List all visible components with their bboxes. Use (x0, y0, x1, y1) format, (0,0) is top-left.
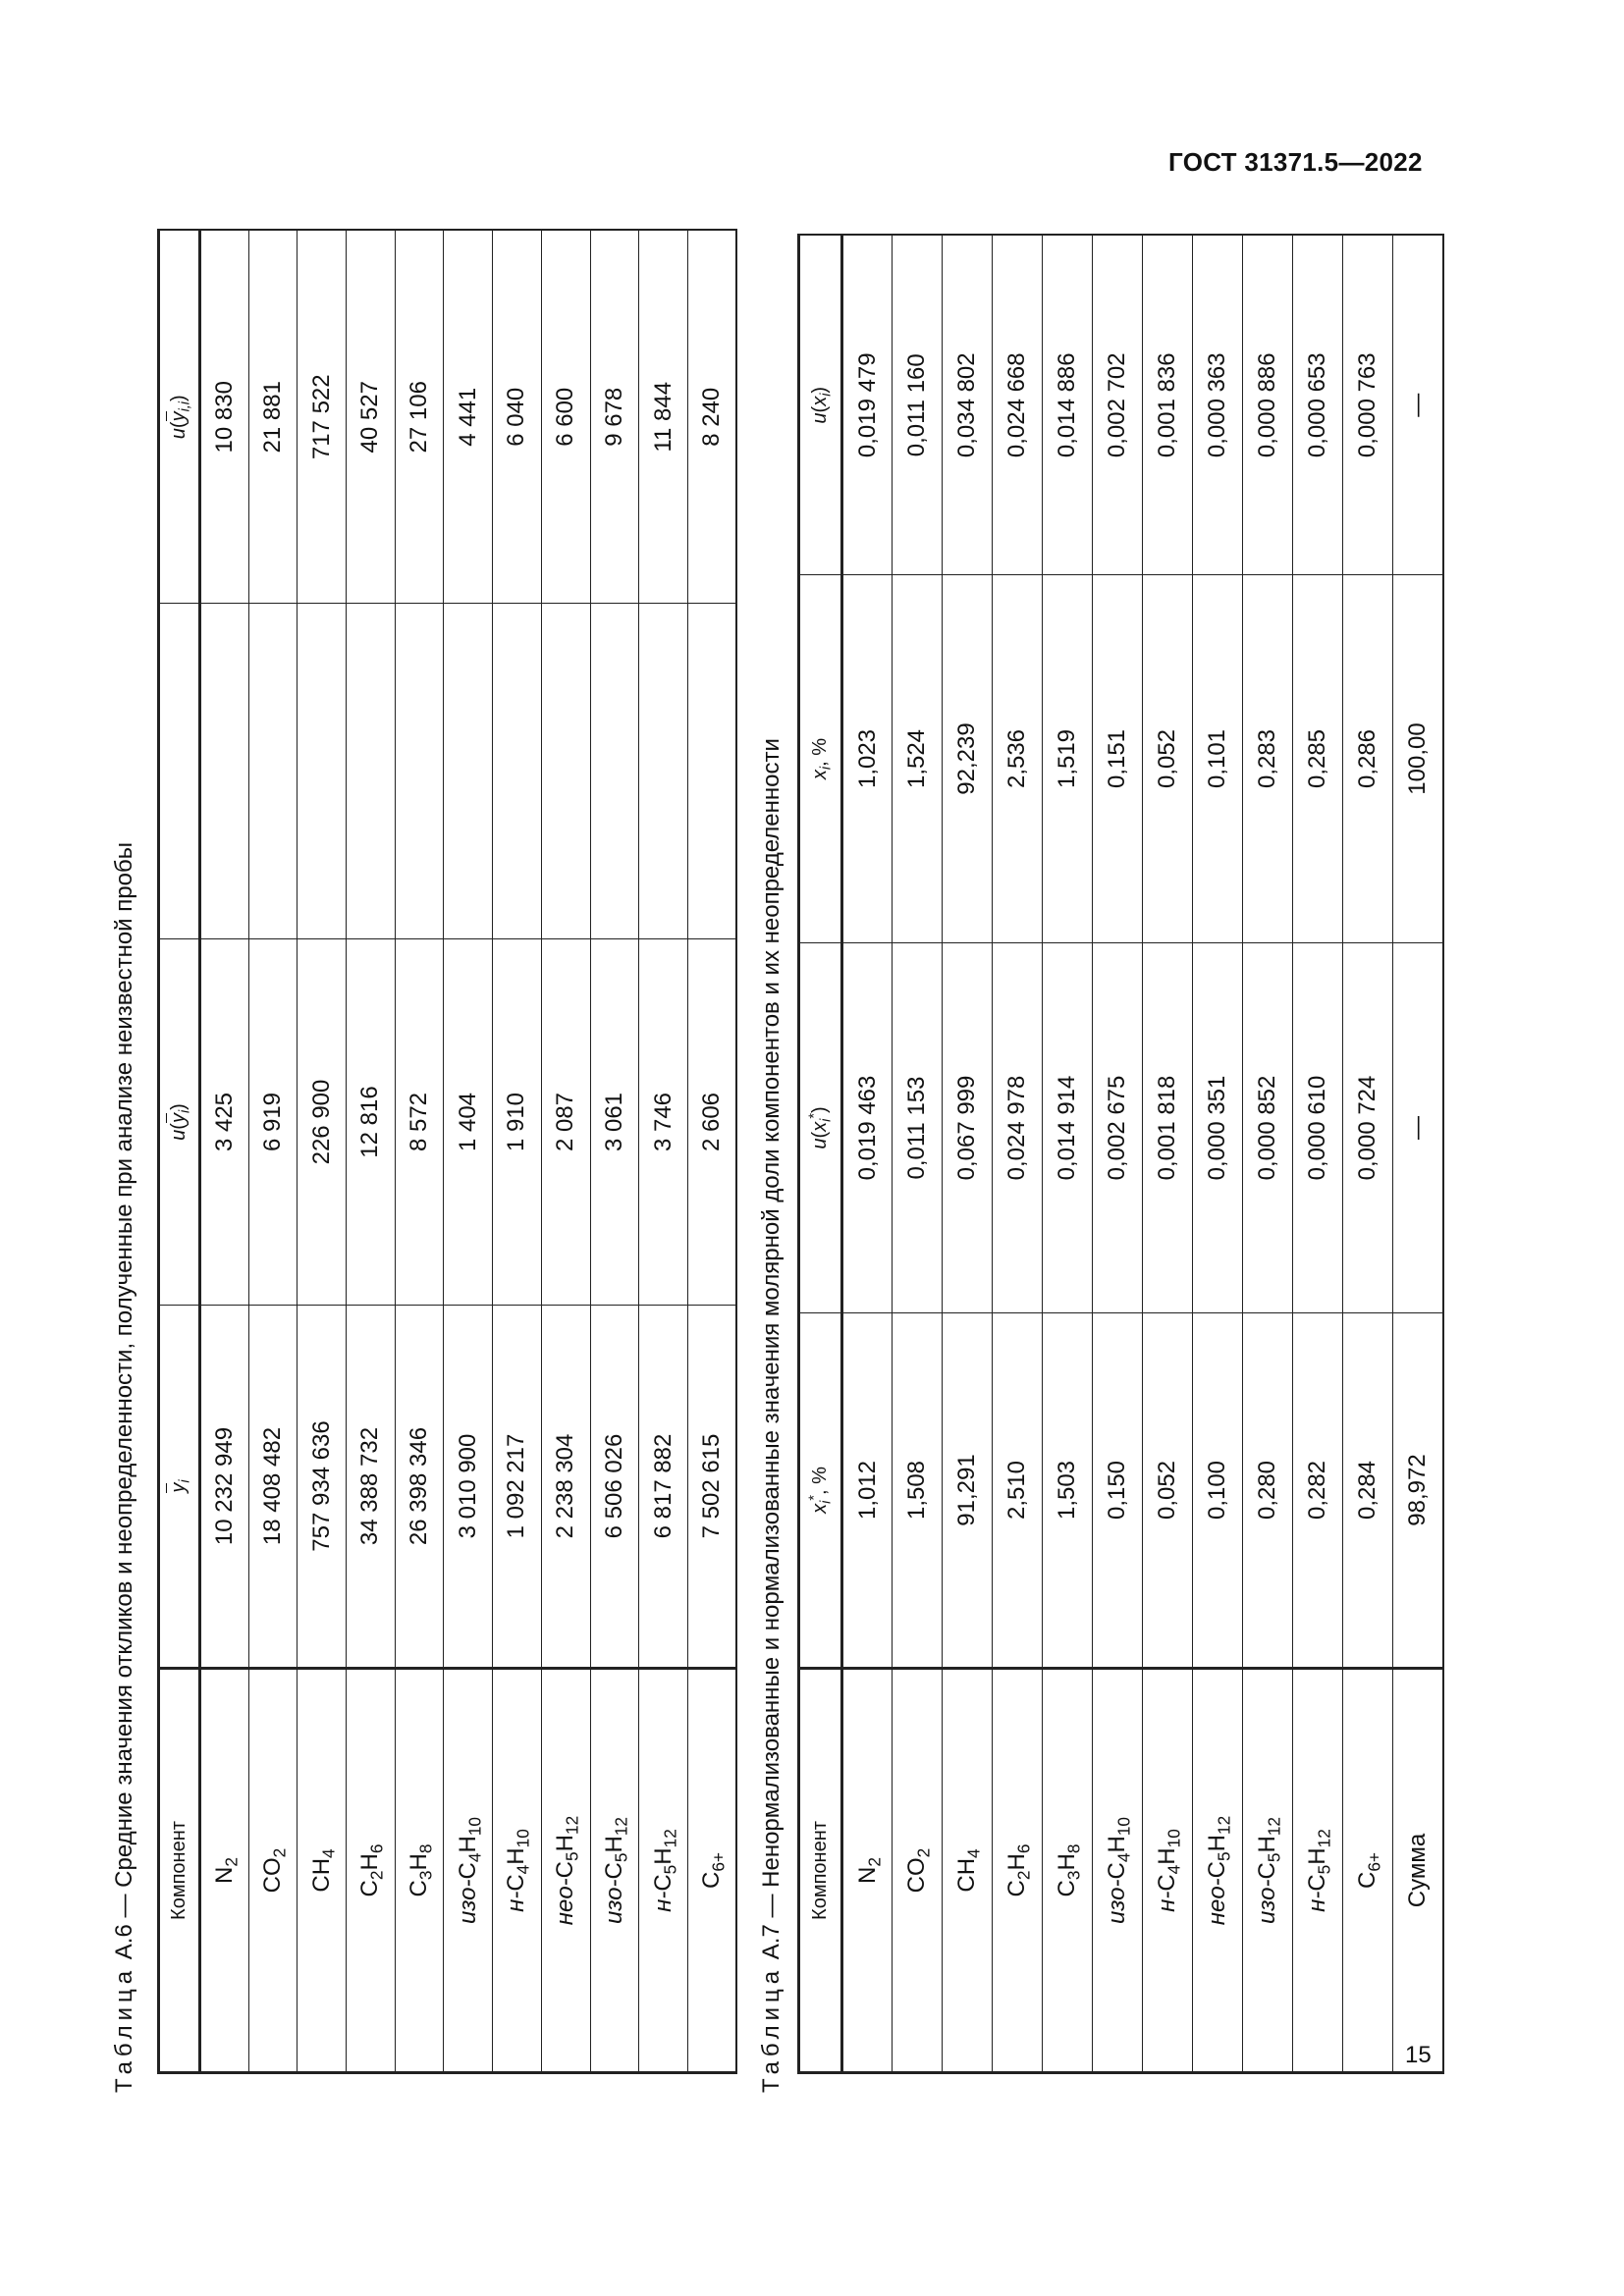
component-subscript: 12 (1264, 1816, 1284, 1837)
table-a6-row (395, 231, 444, 2073)
table-a7-cell-u-x: — (1393, 236, 1443, 575)
table-a7-cell-x-star: 1,503 (1043, 1313, 1093, 1669)
component-prefix: нео- (1204, 1878, 1230, 1926)
component-subscript: 5 (1214, 1851, 1234, 1861)
component-prefix: н- (503, 1891, 530, 1912)
component-subscript: 5 (660, 1864, 680, 1875)
component-formula: H (600, 1836, 627, 1853)
table-a7-cell-u-x: 0,024 668 (993, 236, 1043, 575)
component-formula: C (649, 1874, 677, 1892)
component-formula: C (1304, 1874, 1330, 1892)
table-a6-row (590, 231, 639, 2073)
component-subscript: 4 (1113, 1852, 1134, 1863)
component-subscript: 2 (269, 1847, 290, 1858)
component-formula: H (649, 1847, 677, 1865)
component-formula: C (697, 1871, 725, 1890)
table-a7-cell-u-x-star: 0,001 818 (1143, 943, 1193, 1313)
table-a7-row-component (1343, 1669, 1393, 2073)
table-a6-cell-u-y-mean-i: 6 040 (493, 231, 542, 604)
component-subscript: 2 (366, 1870, 387, 1881)
table-a7-cell-u-x-star: — (1393, 943, 1443, 1313)
table-a6-header-y-mean: $y_i$ (159, 1306, 200, 1669)
component-formula: H (356, 1853, 384, 1871)
component-formula: C (1204, 1860, 1230, 1879)
table-a6-cell-u-y-mean-i: 21 881 (248, 231, 298, 604)
component-subscript: 6 (366, 1843, 387, 1854)
table-a6-header-u-y-mean-i: $u(y_{i,i})$ (159, 231, 200, 604)
table-a7-cell-x: 92,239 (943, 575, 993, 943)
table-a7-cell-x: 0,052 (1143, 575, 1193, 943)
component-subscript: 12 (611, 1816, 631, 1837)
component-subscript: 10 (513, 1829, 533, 1848)
component-formula: Сумма (1403, 1833, 1431, 1908)
component-formula: H (1304, 1847, 1330, 1865)
table-a7-header-row (799, 236, 842, 2073)
component-subscript: 5 (562, 1851, 582, 1861)
table-a7-row-component (1193, 1669, 1243, 2073)
component-subscript: 2 (221, 1857, 242, 1867)
component-subscript: 10 (1113, 1816, 1134, 1837)
table-a6-row (298, 231, 347, 2073)
table-a6-row (444, 231, 493, 2073)
table-a6-cell-u-y-mean-i: 40 527 (347, 231, 396, 604)
table-a7-cell-x-star: 0,150 (1093, 1313, 1143, 1669)
table-a6-row-component (298, 1669, 347, 2073)
table-a6-cell-y-mean: 10 232 949 (200, 1306, 249, 1669)
table-a6-cell-u-y-mean-i: 717 522 (298, 231, 347, 604)
component-formula: C (1354, 1871, 1380, 1890)
table-a6-row (347, 231, 396, 2073)
table-a6-cell-y-mean: 34 388 732 (347, 1306, 396, 1669)
component-prefix: изо- (1254, 1879, 1280, 1925)
table-a6-cell-y-mean: 7 502 615 (687, 1306, 736, 1669)
table-a7-row (943, 236, 993, 2073)
table-a7-cell-x-star: 1,012 (842, 1313, 893, 1669)
component-subscript: 5 (1264, 1852, 1284, 1863)
component-subscript: 12 (562, 1815, 582, 1836)
table-a7-header-x-star: $x_i^*$, % (799, 1313, 842, 1669)
table-a7-cell-u-x-star: 0,000 351 (1193, 943, 1243, 1313)
table-a6-row-component (347, 1669, 396, 2073)
table-a6-cell-blank (248, 604, 298, 939)
component-subscript: 2 (913, 1847, 934, 1858)
table-a7-cell-u-x: 0,000 653 (1293, 236, 1343, 575)
table-a7-cell-u-x: 0,014 886 (1043, 236, 1093, 575)
component-formula: C (1104, 1862, 1130, 1880)
table-a7-row (1243, 236, 1293, 2073)
component-subscript: 4 (464, 1852, 485, 1863)
table-a6-row-component (687, 1669, 736, 2073)
component-formula: C (454, 1862, 481, 1880)
component-subscript: 10 (464, 1816, 485, 1837)
table-a6-cell-y-mean: 6 506 026 (590, 1306, 639, 1669)
table-a7-row-component (842, 1669, 893, 2073)
component-subscript: 6+ (1364, 1851, 1384, 1872)
table-a7-cell-x-star: 0,052 (1143, 1313, 1193, 1669)
table-a6-cell-blank (590, 604, 639, 939)
table-a7-row-component (993, 1669, 1043, 2073)
table-a6-cell-u-y-mean: 12 816 (347, 939, 396, 1306)
table-a6-cell-u-y-mean-i: 10 830 (200, 231, 249, 604)
table-a6-row (639, 231, 688, 2073)
table-a7-cell-u-x: 0,034 802 (943, 236, 993, 575)
component-formula: CH (953, 1857, 980, 1893)
component-formula: N (210, 1866, 238, 1884)
component-prefix: н- (1304, 1891, 1330, 1912)
component-subscript: 4 (1164, 1864, 1184, 1875)
component-formula: H (552, 1835, 579, 1852)
table-a7-cell-u-x-star: 0,024 978 (993, 943, 1043, 1313)
table-a7-row (1343, 236, 1393, 2073)
table-a7-row (893, 236, 943, 2073)
table-a6 (157, 230, 737, 2075)
table-a6-cell-y-mean: 6 817 882 (639, 1306, 688, 1669)
table-a6-cell-u-y-mean: 3 425 (200, 939, 249, 1306)
table-a6-cell-u-y-mean: 3 061 (590, 939, 639, 1306)
table-a7-header-u-x: $u(x_i)$ (799, 236, 842, 575)
table-a7-row-component (1093, 1669, 1143, 2073)
component-formula: CO (903, 1857, 930, 1894)
table-a6-row (248, 231, 298, 2073)
table-a6-cell-blank (298, 604, 347, 939)
table-a6-cell-u-y-mean-i: 11 844 (639, 231, 688, 604)
table-a7-cell-x-star: 1,508 (893, 1313, 943, 1669)
table-a7-row (1193, 236, 1243, 2073)
component-formula: C (1003, 1880, 1030, 1897)
component-subscript: 6 (1013, 1843, 1034, 1854)
table-a7-cell-u-x-star: 0,000 610 (1293, 943, 1343, 1313)
table-a6-cell-blank (493, 604, 542, 939)
table-a7-cell-u-x: 0,011 160 (893, 236, 943, 575)
table-a7-cell-x: 0,286 (1343, 575, 1393, 943)
table-a6-cell-y-mean: 3 010 900 (444, 1306, 493, 1669)
table-a7-header-u-x-star: $u(x_i^*)$ (799, 943, 842, 1313)
table-a7-cell-u-x-star: 0,067 999 (943, 943, 993, 1313)
document-standard-number: ГОСТ 31371.5—2022 (1168, 147, 1423, 177)
table-a7-cell-x-star: 0,282 (1293, 1313, 1343, 1669)
table-a6-row-component (639, 1669, 688, 2073)
table-a6-header-component: Компонент (159, 1669, 200, 2073)
table-a7-cell-x: 0,151 (1093, 575, 1143, 943)
table-a6-row-component (493, 1669, 542, 2073)
component-subscript: 2 (1013, 1870, 1034, 1881)
table-a6-cell-y-mean: 26 398 346 (395, 1306, 444, 1669)
table-a7-row (842, 236, 893, 2073)
component-subscript: 4 (963, 1848, 984, 1858)
table-a7-cell-x-star: 91,291 (943, 1313, 993, 1669)
table-a6-cell-u-y-mean-i: 4 441 (444, 231, 493, 604)
component-prefix: н- (1154, 1891, 1180, 1912)
table-a7-cell-u-x-star: 0,011 153 (893, 943, 943, 1313)
component-prefix: изо- (1104, 1879, 1130, 1925)
table-a7-row (1043, 236, 1093, 2073)
table-a6-row (687, 231, 736, 2073)
table-a6-cell-blank (687, 604, 736, 939)
table-a7-header-component: Компонент (799, 1669, 842, 2073)
component-subscript: 12 (1314, 1829, 1334, 1848)
table-a6-cell-u-y-mean: 1 910 (493, 939, 542, 1306)
table-a6-cell-u-y-mean-i: 27 106 (395, 231, 444, 604)
component-formula: H (1104, 1836, 1130, 1853)
table-a7-row-component (1043, 1669, 1093, 2073)
component-formula: H (1254, 1836, 1280, 1853)
table-a7-row (1143, 236, 1193, 2073)
component-formula: H (503, 1847, 530, 1865)
table-a7-row-component (943, 1669, 993, 2073)
table-a7-row-component (1243, 1669, 1293, 2073)
table-a6-header-row (159, 231, 200, 2073)
table-a7-row-component (893, 1669, 943, 2073)
component-subscript: 5 (611, 1852, 631, 1863)
component-subscript: 3 (415, 1870, 436, 1881)
table-a6-cell-u-y-mean: 2 606 (687, 939, 736, 1306)
table-a7-header-x: $x_i$, % (799, 575, 842, 943)
component-formula: C (356, 1880, 384, 1897)
component-subscript: 10 (1164, 1829, 1184, 1848)
table-a6-cell-y-mean: 18 408 482 (248, 1306, 298, 1669)
table-a6-caption-text: А.6 — Средние значения откликов и неопределенности, полученные при анализе неизвестной пробы (111, 842, 137, 1966)
table-a7-caption-prefix: Таблица (758, 1965, 785, 2093)
table-a6-row (493, 231, 542, 2073)
component-formula: C (1254, 1862, 1280, 1880)
table-a6-cell-y-mean: 1 092 217 (493, 1306, 542, 1669)
component-prefix: изо- (600, 1879, 627, 1925)
component-subscript: 5 (1314, 1864, 1334, 1875)
table-a7-cell-u-x: 0,000 886 (1243, 236, 1293, 575)
component-formula: H (1154, 1847, 1180, 1865)
table-a7-row-component (1293, 1669, 1343, 2073)
table-a7 (797, 235, 1444, 2075)
component-subscript: 8 (415, 1843, 436, 1854)
table-a6-row-component (395, 1669, 444, 2073)
component-formula: C (1054, 1880, 1080, 1897)
component-formula: H (1204, 1835, 1230, 1852)
table-a7-cell-x: 100,00 (1393, 575, 1443, 943)
table-a6-cell-y-mean: 2 238 304 (541, 1306, 590, 1669)
table-a6-header-blank (159, 604, 200, 939)
table-a6-cell-u-y-mean-i: 6 600 (541, 231, 590, 604)
table-a7-cell-x: 1,023 (842, 575, 893, 943)
component-formula: H (1003, 1853, 1030, 1871)
table-a7-row-component (1393, 1669, 1443, 2073)
component-subscript: 12 (1214, 1815, 1234, 1836)
page-number: 15 (1405, 2042, 1432, 2068)
component-subscript: 6+ (708, 1851, 729, 1872)
component-formula: N (853, 1866, 881, 1884)
table-a6-cell-blank (200, 604, 249, 939)
table-a7-row-component (1143, 1669, 1193, 2073)
table-a7-cell-x-star: 0,284 (1343, 1313, 1393, 1669)
table-a6-row-component (248, 1669, 298, 2073)
table-a7-cell-u-x: 0,002 702 (1093, 236, 1143, 575)
table-a7-cell-x-star: 2,510 (993, 1313, 1043, 1669)
table-a7-row (1293, 236, 1343, 2073)
component-subscript: 12 (660, 1829, 680, 1848)
table-a7-cell-x: 1,519 (1043, 575, 1093, 943)
table-a6-row-component (444, 1669, 493, 2073)
component-formula: CO (259, 1857, 287, 1894)
table-a7-row (993, 236, 1043, 2073)
table-a7-cell-u-x: 0,000 763 (1343, 236, 1393, 575)
table-a6-caption (111, 842, 138, 2093)
table-a6-cell-blank (395, 604, 444, 939)
table-a6-caption-prefix: Таблица (111, 1965, 137, 2093)
table-a7-cell-u-x: 0,019 479 (842, 236, 893, 575)
table-a6-cell-u-y-mean: 3 746 (639, 939, 688, 1306)
table-a6-wrapper (157, 230, 737, 2075)
table-a6-row (200, 231, 249, 2073)
table-a6-cell-u-y-mean: 6 919 (248, 939, 298, 1306)
table-a6-row-component (541, 1669, 590, 2073)
component-formula: C (406, 1880, 433, 1897)
table-a6-cell-blank (639, 604, 688, 939)
table-a7-cell-u-x: 0,000 363 (1193, 236, 1243, 575)
table-a6-cell-u-y-mean: 1 404 (444, 939, 493, 1306)
table-a7-cell-u-x-star: 0,000 852 (1243, 943, 1293, 1313)
table-a6-cell-y-mean: 757 934 636 (298, 1306, 347, 1669)
table-a6-row (541, 231, 590, 2073)
component-subscript: 8 (1063, 1843, 1084, 1854)
table-a7-cell-x: 1,524 (893, 575, 943, 943)
table-a7-cell-x: 0,283 (1243, 575, 1293, 943)
component-subscript: 3 (1063, 1870, 1084, 1881)
table-a6-cell-u-y-mean: 8 572 (395, 939, 444, 1306)
table-a6-cell-u-y-mean-i: 9 678 (590, 231, 639, 604)
table-a6-cell-u-y-mean: 2 087 (541, 939, 590, 1306)
table-a6-row-component (590, 1669, 639, 2073)
table-a6-cell-u-y-mean: 226 900 (298, 939, 347, 1306)
component-formula: C (600, 1862, 627, 1880)
table-a6-header-u-y-mean: $u(y_i)$ (159, 939, 200, 1306)
table-a6-cell-blank (444, 604, 493, 939)
component-formula: H (406, 1853, 433, 1871)
table-a7-caption-text: А.7 — Ненормализованные и нормализованные значения молярной доли компонентов и их неопределенности (758, 738, 785, 1966)
table-a7-cell-u-x-star: 0,014 914 (1043, 943, 1093, 1313)
table-a6-cell-blank (347, 604, 396, 939)
table-a7-cell-x-star: 0,280 (1243, 1313, 1293, 1669)
component-prefix: нео- (552, 1878, 579, 1926)
table-a7-wrapper (797, 235, 1444, 2075)
table-a7-row (1093, 236, 1143, 2073)
component-subscript: 2 (864, 1857, 885, 1867)
component-formula: C (503, 1874, 530, 1892)
table-a7-cell-x: 2,536 (993, 575, 1043, 943)
component-prefix: изо- (454, 1879, 481, 1925)
component-subscript: 4 (318, 1848, 339, 1858)
table-a6-row-component (200, 1669, 249, 2073)
table-a7-cell-x-star: 0,100 (1193, 1313, 1243, 1669)
table-a6-cell-blank (541, 604, 590, 939)
component-formula: C (552, 1860, 579, 1879)
table-a7-cell-u-x-star: 0,002 675 (1093, 943, 1143, 1313)
table-a7-cell-u-x: 0,001 836 (1143, 236, 1193, 575)
component-subscript: 4 (513, 1864, 533, 1875)
table-a7-cell-x-star: 98,972 (1393, 1313, 1443, 1669)
component-formula: H (1054, 1853, 1080, 1871)
table-a7-cell-u-x-star: 0,000 724 (1343, 943, 1393, 1313)
component-formula: H (454, 1836, 481, 1853)
table-a6-cell-u-y-mean-i: 8 240 (687, 231, 736, 604)
table-a7-cell-x: 0,285 (1293, 575, 1343, 943)
table-a7-cell-u-x-star: 0,019 463 (842, 943, 893, 1313)
table-a7-caption (758, 738, 785, 2093)
table-a7-row (1393, 236, 1443, 2073)
component-prefix: н- (649, 1891, 677, 1912)
component-formula: C (1154, 1874, 1180, 1892)
table-a7-cell-x: 0,101 (1193, 575, 1243, 943)
component-formula: CH (307, 1857, 335, 1893)
